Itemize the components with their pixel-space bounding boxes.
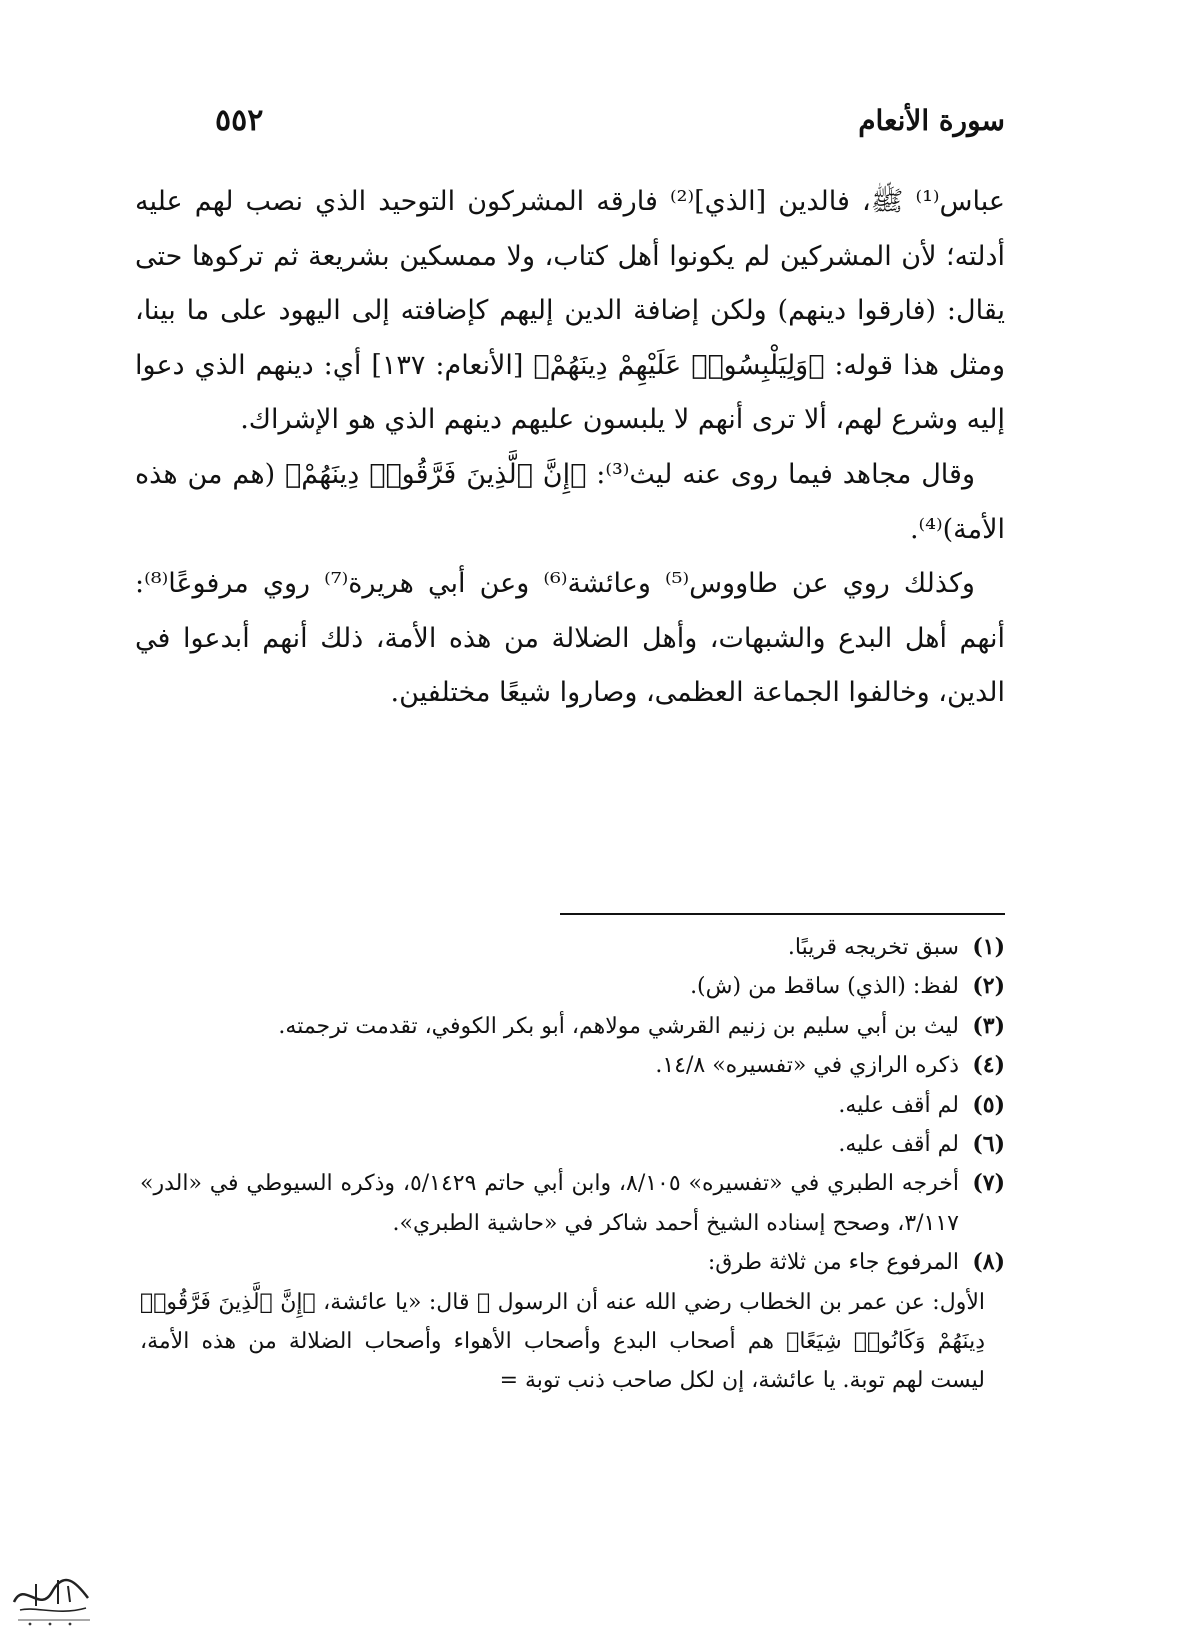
footnote [140, 1086, 1005, 1125]
footnote-separator [560, 913, 1005, 915]
page-header [215, 100, 1005, 140]
footnote-number: (١) [972, 934, 1005, 960]
footnote-number: (٤) [972, 1052, 1005, 1079]
paragraph: وكذلك روي عن طاووس⁽⁵⁾ وعائشة⁽⁶⁾ وعن أبي هريرة⁽⁷⁾ روي مرفوعًا⁽⁸⁾: أنهم أهل البدع والشبهات، وأهل الضلالة من هذه الأمة، ذلك أنهم أبدعوا في الدين، وخالفوا الجماعة العظمى، وصاروا شيعًا مختلفين. [135, 568, 1005, 709]
footnote [140, 928, 1005, 967]
footnotes [140, 928, 1005, 1401]
footnote-continuation: الأول: عن عمر بن الخطاب رضي الله عنه أن الرسول ﷺ قال: «يا عائشة، ﴿إِنَّ ٱلَّذِينَ فَرَّقُوا۟ دِينَهُمْ وَكَانُوا۟ شِيَعًا﴾ هم أصحاب البدع وأصحاب الأهواء وأصحاب الضلالة من هذه الأمة، ليست لهم توبة. يا عائشة، إن لكل صاحب ذنب توبة = [140, 1289, 985, 1394]
page-number: ٥٥٢ [215, 102, 264, 138]
footnote [140, 1243, 1005, 1282]
footnote [140, 1007, 1005, 1046]
footnote-number: (٧) [972, 1170, 1005, 1197]
footnote [140, 1125, 1005, 1164]
footnote-number: (٣) [972, 1012, 1005, 1039]
footnote-text: ذكره الرازي في «تفسيره» ١٤/٨. [655, 1053, 959, 1079]
footnote [140, 1046, 1005, 1085]
footnote-number: (٢) [972, 973, 1005, 1000]
watermark-logo [6, 1562, 96, 1632]
footnote [140, 1164, 1005, 1243]
footnote-number: (٨) [972, 1249, 1005, 1276]
paragraph: عباس⁽¹⁾ ﷺ، فالدين [الذي]⁽²⁾ فارقه المشركون التوحيد الذي نصب لهم عليه أدلته؛ لأن المشركين لم يكونوا أهل كتاب، ولا ممسكين بشريعة ثم تركوها حتى يقال: (فارقوا دينهم) ولكن إضافة الدين إليهم كإضافته إلى اليهود على ما بينا، ومثل هذا قوله: ﴿وَلِيَلْبِسُوا۟ عَلَيْهِمْ دِينَهُمْ﴾ [الأنعام: ١٣٧] أي: دينهم الذي دعوا إليه وشرع لهم، ألا ترى أنهم لا يلبسون عليهم دينهم الذي هو الإشراك. [135, 186, 1006, 436]
footnote-text: أخرجه الطبري في «تفسيره» ٨/١٠٥، وابن أبي حاتم ٥/١٤٢٩، وذكره السيوطي في «الدر» ٣/١١٧، وصحح إسناده الشيخ أحمد شاكر في «حاشية الطبري». [140, 1171, 959, 1236]
paragraph: وقال مجاهد فيما روى عنه ليث⁽³⁾: ﴿إِنَّ ٱلَّذِينَ فَرَّقُوا۟ دِينَهُمْ﴾ (هم من هذه الأمة)⁽⁴⁾. [135, 458, 1005, 545]
footnote [140, 967, 1005, 1006]
footnote-text: لفظ: (الذي) ساقط من (ش). [690, 974, 959, 1000]
footnote-number: (٦) [972, 1131, 1005, 1158]
footnote-text: ليث بن أبي سليم بن زنيم القرشي مولاهم، أبو بكر الكوفي، تقدمت ترجمته. [278, 1013, 959, 1039]
footnote-text: المرفوع جاء من ثلاثة طرق: [707, 1250, 959, 1276]
footnote-text: سبق تخريجه قريبًا. [787, 935, 959, 960]
surah-title: سورة الأنعام [858, 103, 1005, 137]
main-text [135, 175, 1005, 721]
footnote-number: (٥) [972, 1091, 1005, 1118]
footnote-text: لم أقف عليه. [838, 1132, 959, 1158]
footnote-text: لم أقف عليه. [838, 1092, 959, 1118]
